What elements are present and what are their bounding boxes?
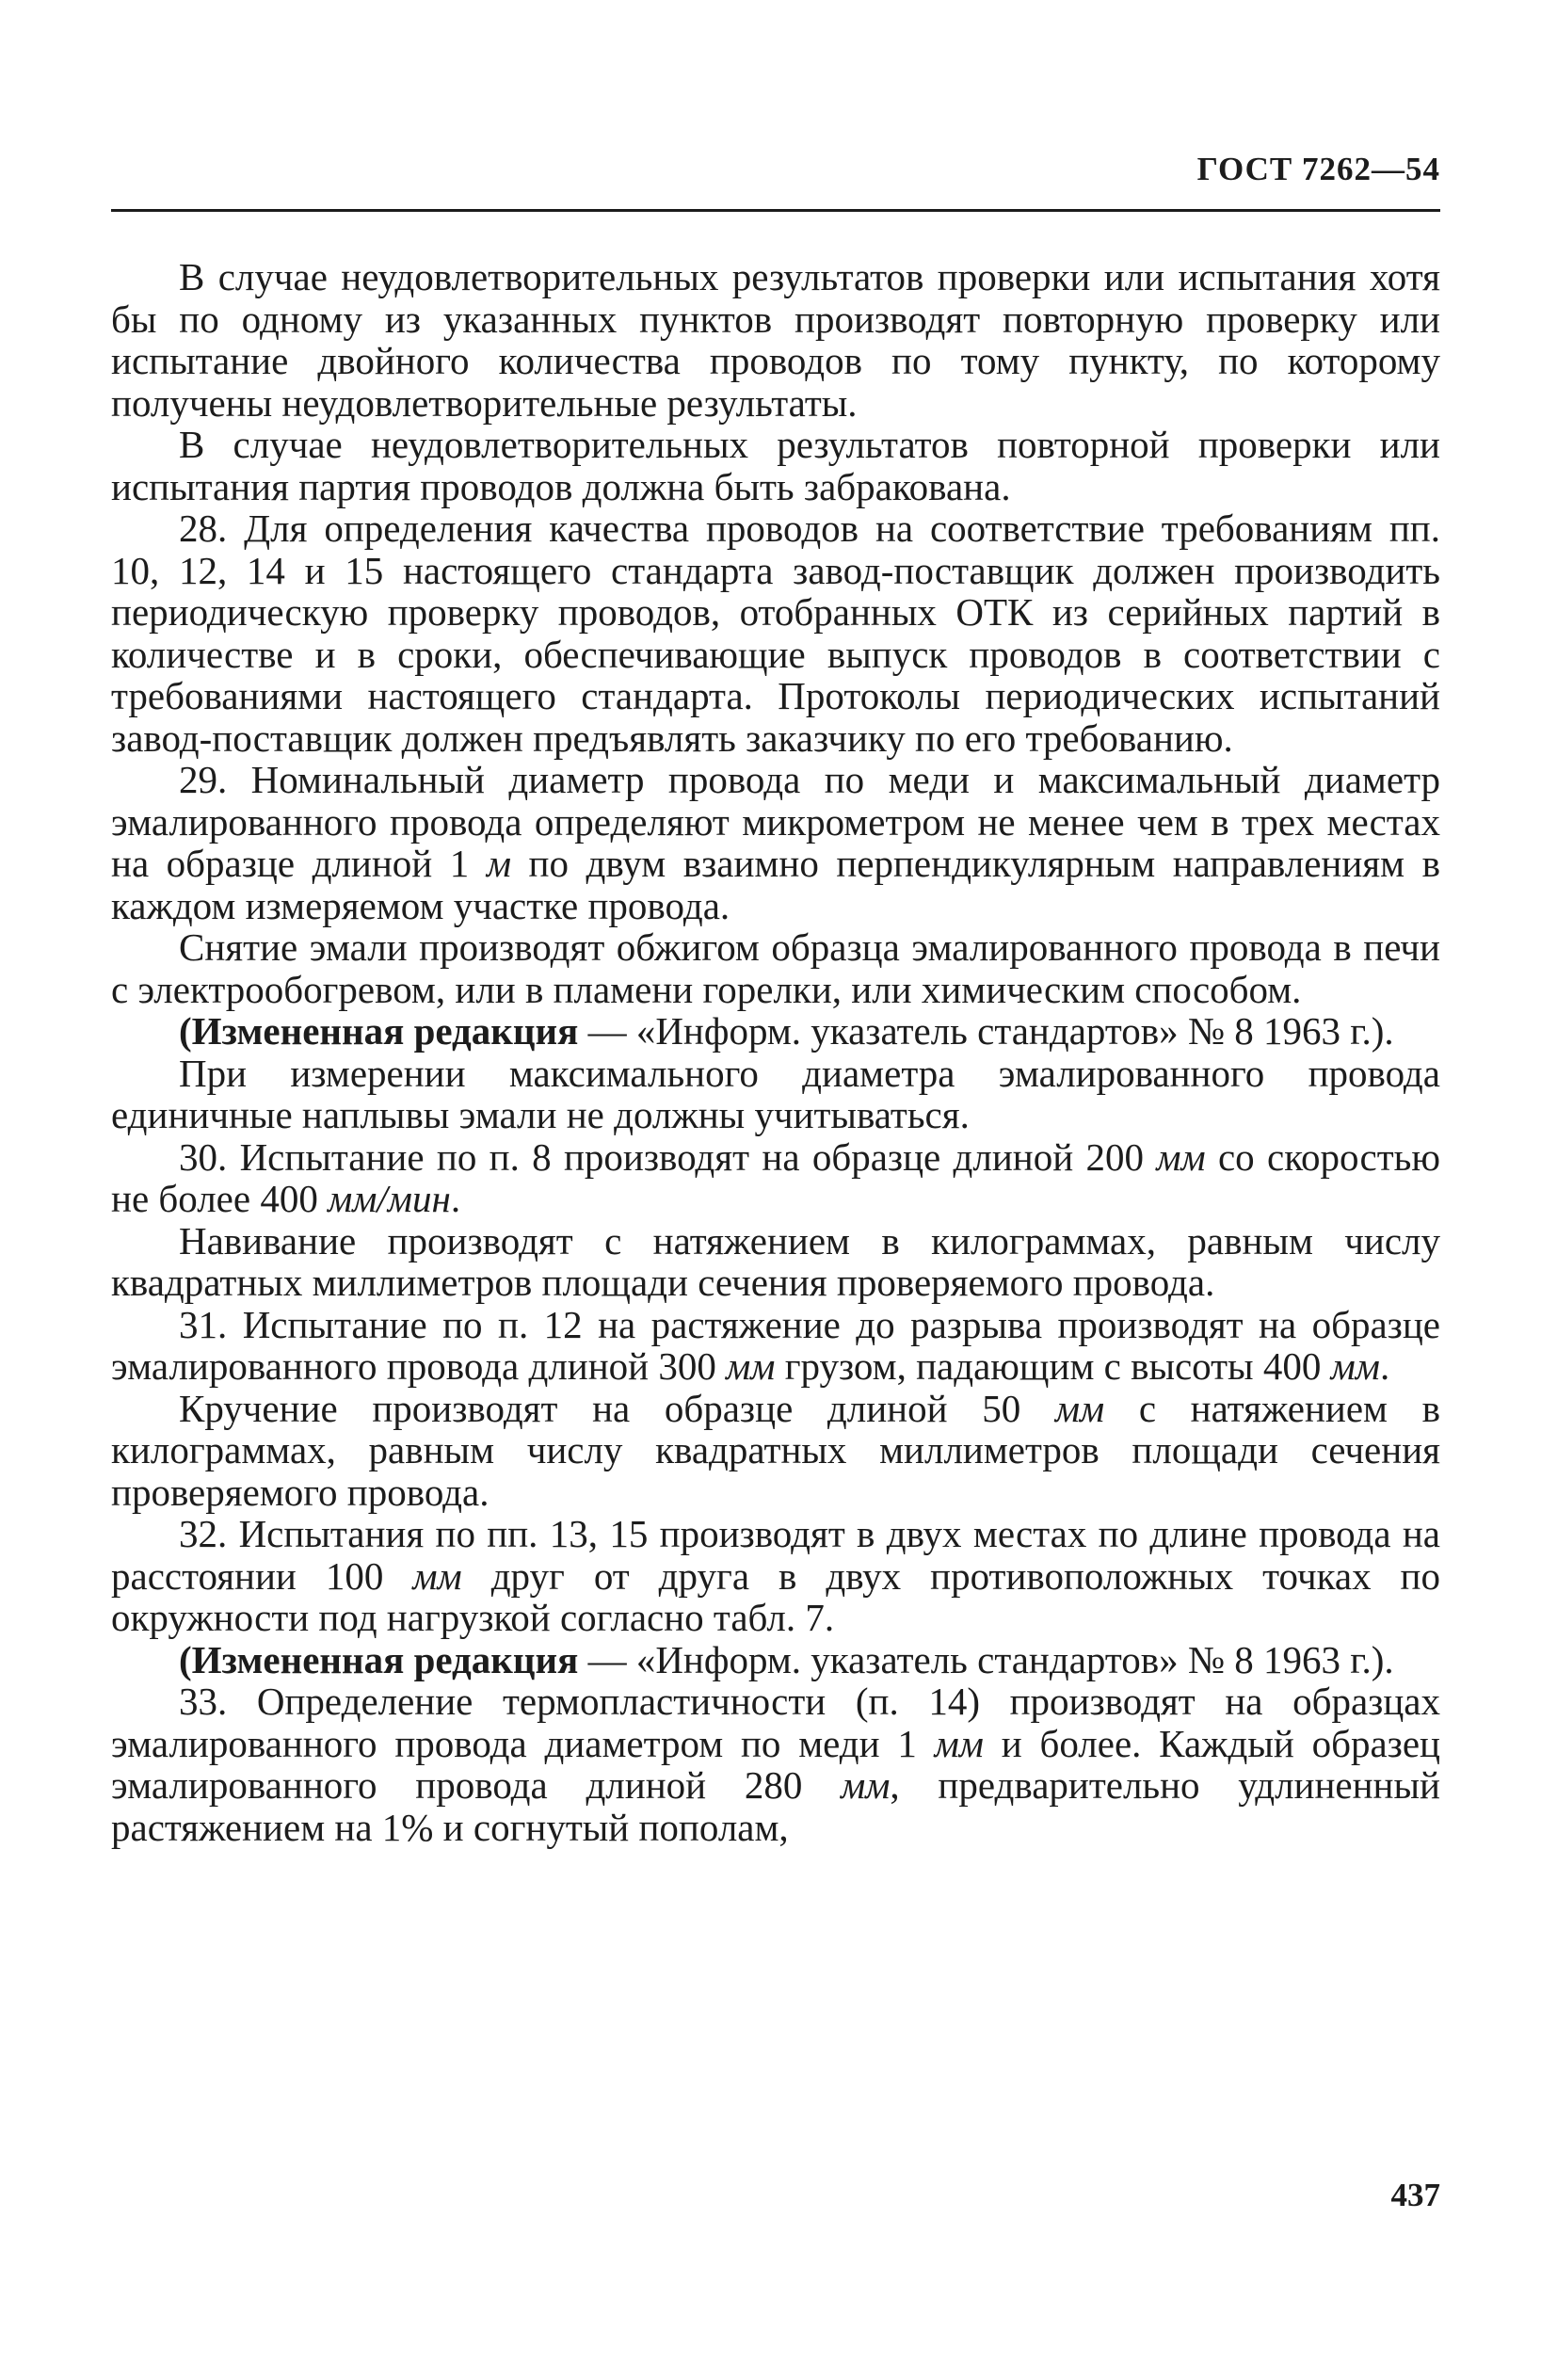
amendment-source: — «Информ. указатель стандартов» № 8 1963 г.). [578, 1637, 1394, 1681]
paragraph: Навивание производят с натяжением в килограммах, равным числу квадратных миллиметров площади сечения проверяемого провода. [111, 1218, 1440, 1304]
paragraph: При измерении максимального диаметра эмалированного провода единичные наплывы эмали не должны учитываться. [111, 1051, 1440, 1136]
text-run: . [1379, 1344, 1390, 1388]
text-run: с натяжением в килограммах, равным числу квадратных миллиметров площади сечения проверяемого провода. [111, 1386, 1440, 1514]
paragraph: Снятие эмали производят обжигом образца эмалированного провода в печи с электрообогревом, или в пламени горелки, или химическим способом. [111, 925, 1440, 1011]
text-run: , предварительно удлиненный растяжением на 1% и согнутый пополам, [111, 1763, 1440, 1849]
unit-label: мм [841, 1763, 891, 1807]
unit-label: мм [726, 1344, 776, 1388]
unit-label: мм [412, 1553, 462, 1598]
paragraph [111, 1388, 1440, 1514]
unit-label: мм [1156, 1134, 1206, 1179]
amendment-label: (Измененная редакция [179, 1009, 579, 1053]
paragraph [111, 1304, 1440, 1388]
paragraph [111, 1136, 1440, 1220]
paragraph: В случае неудовлетворительных результатов повторной проверки или испытания партия проводов должна быть забракована. [111, 423, 1440, 508]
text-run: друг от друга в двух противоположных точках по окружности под нагрузкой согласно табл. 7. [111, 1553, 1440, 1639]
unit-label: м [486, 842, 511, 885]
text-run: 29. Номинальный диаметр провода по меди и максимальный диаметр эмалированного провода определяют микрометром не менее чем в трех местах на образце длиной 1 [111, 758, 1440, 885]
unit-label: мм [1330, 1344, 1380, 1388]
header-rule [111, 209, 1440, 212]
text-run: 33. Определение термопластичности (п. 14) производят на образцах эмалированного провода диаметром по меди 1 [111, 1680, 1440, 1765]
paragraph: 28. Для определения качества проводов на соответствие требованиям пп. 10, 12, 14 и 15 настоящего стандарта завод-поставщик должен производить периодическую проверку проводов, отобранных ОТК из серийных партий в количестве и в сроки, обеспечивающие выпуск проводов в соответствии с требованиями настоящего стандарта. Протоколы периодических испытаний завод-поставщик должен предъявлять заказчику по его требованию. [111, 507, 1440, 760]
amendment-label: (Измененная редакция [179, 1637, 579, 1681]
text-run: 32. Испытания по пп. 13, 15 производят в двух местах по длине провода на расстоянии 100 [111, 1512, 1440, 1598]
text-run: 30. Испытание по п. 8 производят на образце длиной 200 [179, 1134, 1157, 1179]
amendment-note [111, 1010, 1440, 1053]
paragraph: В случае неудовлетворительных результатов проверки или испытания хотя бы по одному из указанных пунктов производят повторную проверку или испытание двойного количества проводов по тому пункту, по которому получены неудовлетворительные результаты. [111, 255, 1440, 425]
text-run: грузом, падающим с высоты 400 [775, 1344, 1331, 1388]
unit-label: мм [1054, 1386, 1105, 1430]
text-run: по двум взаимно перпендикулярным направлениям в каждом измеряемом участке провода. [111, 842, 1440, 927]
text-run: Кручение производят на образце длиной 50 [179, 1386, 1055, 1430]
text-run: и более. Каждый образец эмалированного провода длиной 280 [111, 1721, 1440, 1807]
unit-label: мм [934, 1721, 984, 1765]
paragraph [111, 1680, 1440, 1848]
paragraph [111, 1513, 1440, 1639]
body-text [111, 256, 1440, 1848]
text-run: со скоростью не более 400 [111, 1134, 1440, 1220]
page-number: 437 [1390, 2177, 1440, 2213]
paragraph [111, 759, 1440, 926]
amendment-source: — «Информ. указатель стандартов» № 8 1963 г.). [578, 1009, 1394, 1053]
unit-label: мм/мин [328, 1177, 451, 1220]
text-run: 31. Испытание по п. 12 на растяжение до разрыва производят на образце эмалированного провода длиной 300 [111, 1302, 1440, 1388]
standard-header: ГОСТ 7262—54 [1196, 151, 1440, 187]
amendment-note [111, 1639, 1440, 1681]
text-run: . [450, 1177, 461, 1220]
